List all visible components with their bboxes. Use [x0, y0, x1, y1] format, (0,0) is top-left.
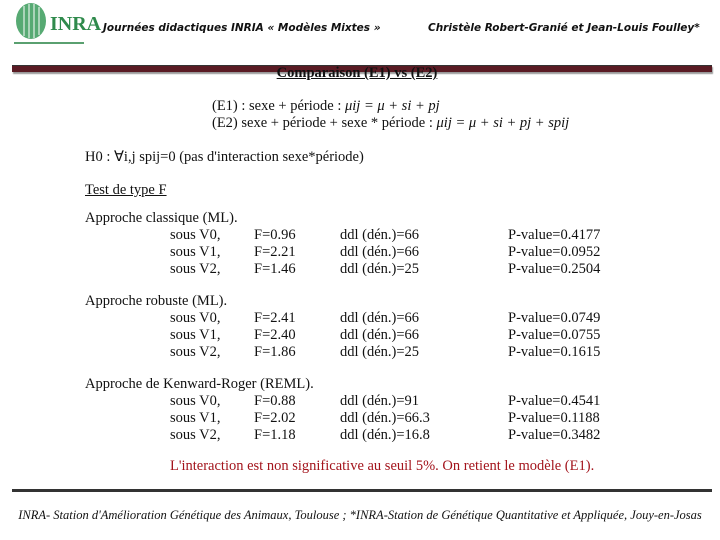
p-value: P-value=0.1188 — [508, 410, 600, 426]
f-statistic: F=1.18 — [254, 427, 296, 443]
f-statistic: F=1.86 — [254, 344, 296, 360]
row-label: sous V2, — [170, 344, 221, 360]
f-statistic: F=1.46 — [254, 261, 296, 277]
equation-e2 — [212, 115, 569, 132]
row-label: sous V1, — [170, 327, 221, 343]
equation-e1 — [212, 98, 440, 115]
p-value: P-value=0.2504 — [508, 261, 601, 277]
p-value: P-value=0.4541 — [508, 393, 601, 409]
row-label: sous V0, — [170, 227, 221, 243]
section-title: Approche classique (ML). — [85, 210, 238, 226]
null-hypothesis: H0 : ∀i,j spij=0 (pas d'interaction sexe*période) — [85, 149, 364, 165]
header-right-title: Christèle Robert-Granié et Jean-Louis Foulley* — [428, 22, 700, 34]
eq1-formula: μij = μ + si + pj — [345, 98, 440, 114]
ddl-value: ddl (dén.)=16.8 — [340, 427, 430, 443]
row-label: sous V0, — [170, 393, 221, 409]
ddl-value: ddl (dén.)=66.3 — [340, 410, 430, 426]
row-label: sous V2, — [170, 427, 221, 443]
p-value: P-value=0.3482 — [508, 427, 601, 443]
p-value: P-value=0.0755 — [508, 327, 601, 343]
eq1-label: (E1) : sexe + période : — [212, 98, 342, 114]
f-statistic: F=2.41 — [254, 310, 296, 326]
p-value: P-value=0.0952 — [508, 244, 601, 260]
p-value: P-value=0.0749 — [508, 310, 601, 326]
p-value: P-value=0.4177 — [508, 227, 601, 243]
eq2-label: (E2) sexe + période + sexe * période : — [212, 115, 433, 131]
p-value: P-value=0.1615 — [508, 344, 601, 360]
ddl-value: ddl (dén.)=66 — [340, 244, 420, 260]
ddl-value: ddl (dén.)=25 — [340, 261, 420, 277]
header-left-title: Journées didactiques INRIA « Modèles Mixtes » — [103, 22, 381, 34]
slide-title: Comparaison (E1) vs (E2) — [276, 65, 438, 81]
ddl-value: ddl (dén.)=66 — [340, 310, 420, 326]
conclusion: L'interaction est non significative au seuil 5%. On retient le modèle (E1). — [170, 458, 595, 474]
f-statistic: F=0.88 — [254, 393, 296, 409]
inra-logo-icon — [12, 2, 102, 46]
f-statistic: F=2.02 — [254, 410, 296, 426]
footer-text: INRA- Station d'Amélioration Génétique des Animaux, Toulouse ; *INRA-Station de Génétique Quantitative et Appliquée, Jouy-en-Josas — [18, 508, 702, 522]
svg-text:INRA: INRA — [50, 13, 102, 35]
eq2-formula: μij = μ + si + pj + spij — [436, 115, 570, 131]
row-label: sous V0, — [170, 310, 221, 326]
ddl-value: ddl (dén.)=91 — [340, 393, 420, 409]
f-statistic: F=0.96 — [254, 227, 296, 243]
inra-logo — [12, 2, 102, 46]
footer-divider — [12, 489, 712, 492]
f-statistic: F=2.21 — [254, 244, 296, 260]
test-heading: Test de type F — [85, 182, 167, 198]
row-label: sous V1, — [170, 410, 221, 426]
row-label: sous V2, — [170, 261, 221, 277]
ddl-value: ddl (dén.)=25 — [340, 344, 420, 360]
row-label: sous V1, — [170, 244, 221, 260]
f-statistic: F=2.40 — [254, 327, 296, 343]
ddl-value: ddl (dén.)=66 — [340, 227, 420, 243]
section-title: Approche robuste (ML). — [85, 293, 228, 309]
ddl-value: ddl (dén.)=66 — [340, 327, 420, 343]
section-title: Approche de Kenward-Roger (REML). — [85, 376, 314, 392]
